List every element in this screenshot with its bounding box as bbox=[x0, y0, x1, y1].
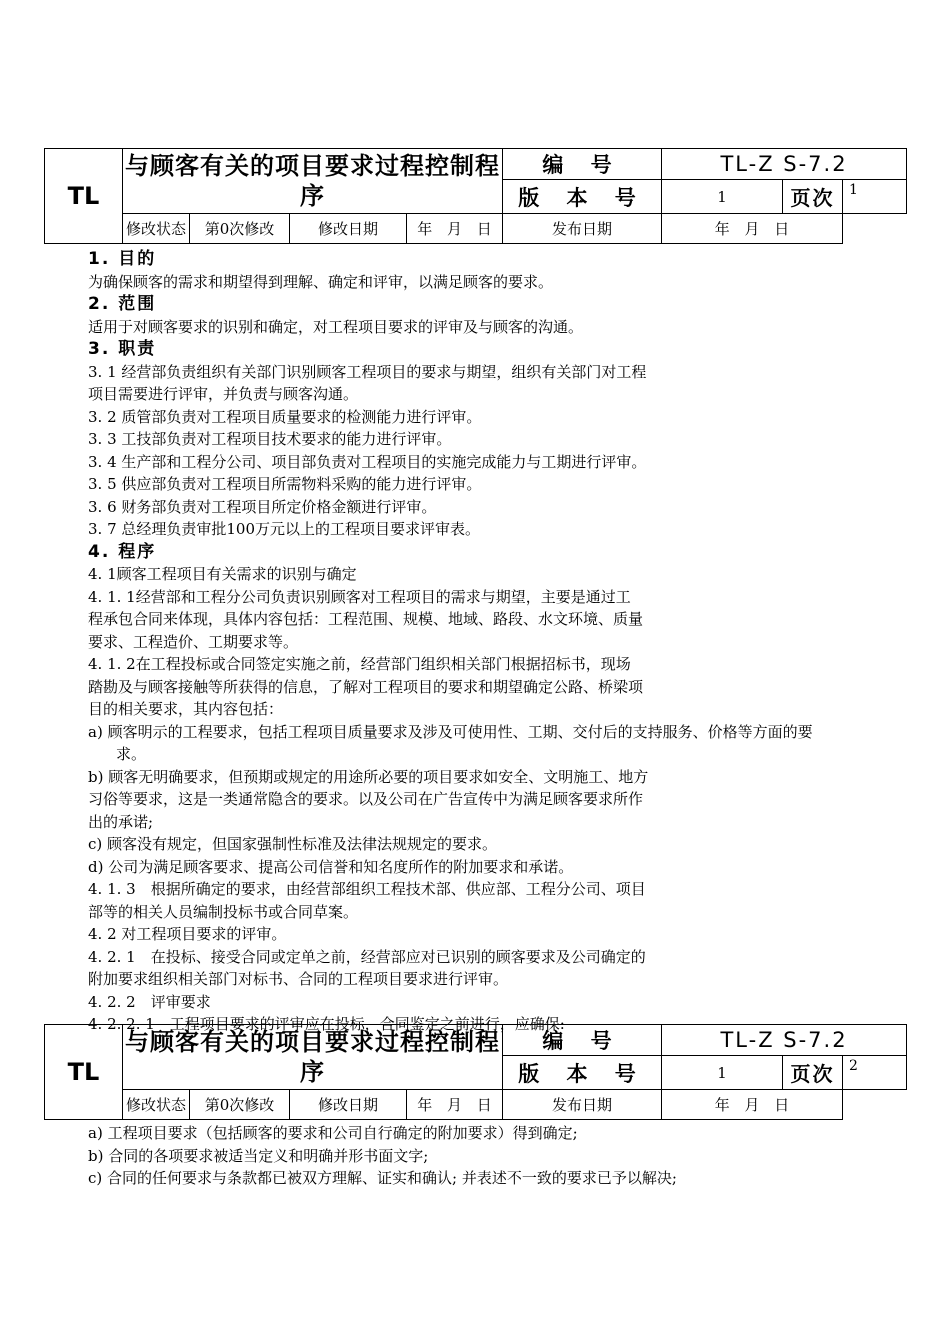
company-code: TL bbox=[45, 1025, 123, 1120]
text-line: 踏勘及与顾客接触等所获得的信息，了解对工程项目的要求和期望确定公路、桥梁项 bbox=[88, 677, 644, 696]
text-line: 3. 3 工技部负责对工程项目技术要求的能力进行评审。 bbox=[88, 430, 452, 448]
doc-header-page-2 bbox=[44, 1024, 907, 1120]
page-label: 页次 bbox=[783, 1056, 843, 1090]
section-heading: 2. 范围 bbox=[88, 294, 157, 314]
publish-date-value: 年 月 日 bbox=[662, 1090, 843, 1120]
text-line: 3. 5 供应部负责对工程项目所需物料采购的能力进行评审。 bbox=[88, 475, 482, 493]
modify-date-value: 年 月 日 bbox=[407, 1090, 503, 1120]
text-line: c) 合同的任何要求与条款都已被双方理解、证实和确认; 并表述不一致的要求已予以解决; bbox=[88, 1169, 677, 1187]
text-line: 3. 4 生产部和工程分公司、项目部负责对工程项目的实施完成能力与工期进行评审。 bbox=[88, 452, 647, 471]
text-line: a) 顾客明示的工程要求，包括工程项目质量要求及涉及可使用性、工期、交付后的支持服务、价格等方面的要求。 bbox=[88, 722, 813, 763]
modify-date-label: 修改日期 bbox=[290, 1090, 407, 1120]
text-line: 要求、工程造价、工期要求等。 bbox=[88, 632, 299, 651]
publish-date-label: 发布日期 bbox=[503, 214, 662, 244]
publish-date-label: 发布日期 bbox=[503, 1090, 662, 1120]
text-line: b) 合同的各项要求被适当定义和明确并形书面文字; bbox=[88, 1146, 429, 1165]
text-line: 4. 2 对工程项目要求的评审。 bbox=[88, 925, 287, 943]
revision-value: 第0次修改 bbox=[190, 1090, 290, 1120]
version-label: 版 本 号 bbox=[503, 180, 662, 214]
text-line: 4. 2. 1 在投标、接受合同或定单之前，经营部应对已识别的顾客要求及公司确定的 bbox=[88, 947, 646, 966]
doc-title: 与顾客有关的项目要求过程控制程序 bbox=[123, 149, 503, 214]
doc-code: TL-Z S-7.2 bbox=[662, 149, 907, 180]
text-line: 附加要求组织相关部门对标书、合同的工程项目要求进行评审。 bbox=[88, 970, 509, 988]
text-line: 3. 1 经营部负责组织有关部门识别顾客工程项目的要求与期望，组织有关部门对工程 bbox=[88, 362, 647, 381]
version-value: 1 bbox=[662, 1056, 783, 1090]
text-line: b) 顾客无明确要求，但预期或规定的用途所必要的项目要求如安全、文明施工、地方 bbox=[88, 767, 649, 786]
text-line: 4. 1. 2在工程投标或合同签定实施之前，经营部门组织相关部门根据招标书，现场 bbox=[88, 655, 631, 673]
text-line: c) 顾客没有规定，但国家强制性标准及法律法规规定的要求。 bbox=[88, 835, 498, 853]
page-number: 1 bbox=[843, 180, 907, 214]
text-line: 3. 6 财务部负责对工程项目所定价格金额进行评审。 bbox=[88, 497, 437, 516]
text-line: 目的相关要求，其内容包括： bbox=[88, 700, 284, 718]
modify-date-value: 年 月 日 bbox=[407, 214, 503, 244]
version-value: 1 bbox=[662, 180, 783, 214]
text-line: 项目需要进行评审，并负责与顾客沟通。 bbox=[88, 385, 359, 403]
text-line: 4. 1顾客工程项目有关需求的识别与确定 bbox=[88, 565, 357, 583]
text-line: 4. 2. 2. 1 工程项目要求的评审应在投标，合同鉴定之前进行，应确保: bbox=[88, 1015, 565, 1033]
revision-label: 修改状态 bbox=[123, 1090, 190, 1120]
doc-code: TL-Z S-7.2 bbox=[662, 1025, 907, 1056]
revision-label: 修改状态 bbox=[123, 214, 190, 244]
section-heading: 1. 目的 bbox=[88, 249, 157, 269]
text-line: 部等的相关人员编制投标书或合同草案。 bbox=[88, 902, 359, 921]
page-label: 页次 bbox=[783, 180, 843, 214]
text-line: a) 工程项目要求（包括顾客的要求和公司自行确定的附加要求）得到确定; bbox=[88, 1124, 578, 1142]
page-number: 2 bbox=[843, 1056, 907, 1090]
text-line: 4. 1. 3 根据所确定的要求，由经营部组织工程技术部、供应部、工程分公司、项目 bbox=[88, 880, 646, 898]
text-line: 出的承诺; bbox=[88, 812, 154, 831]
section-heading: 3. 职责 bbox=[88, 339, 157, 359]
page-1-body bbox=[88, 248, 818, 1036]
text-line: 3. 2 质管部负责对工程项目质量要求的检测能力进行评审。 bbox=[88, 407, 482, 426]
publish-date-value: 年 月 日 bbox=[662, 214, 843, 244]
text-line: 适用于对顾客要求的识别和确定，对工程项目要求的评审及与顾客的沟通。 bbox=[88, 317, 584, 336]
modify-date-label: 修改日期 bbox=[290, 214, 407, 244]
company-code: TL bbox=[45, 149, 123, 244]
doc-header-page-1 bbox=[44, 148, 907, 244]
page-2-body bbox=[88, 1122, 818, 1190]
revision-value: 第0次修改 bbox=[190, 214, 290, 244]
text-line: 4. 2. 2 评审要求 bbox=[88, 992, 211, 1011]
text-line: 3. 7 总经理负责审批100万元以上的工程项目要求评审表。 bbox=[88, 520, 481, 538]
code-label: 编 号 bbox=[503, 1025, 662, 1056]
doc-title: 与顾客有关的项目要求过程控制程序 bbox=[123, 1025, 503, 1090]
section-heading: 4. 程序 bbox=[88, 541, 157, 562]
text-line: 程承包合同来体现，具体内容包括：工程范围、规模、地域、路段、水文环境、质量 bbox=[88, 610, 644, 628]
text-line: d) 公司为满足顾客要求、提高公司信誉和知名度所作的附加要求和承诺。 bbox=[88, 857, 574, 876]
text-line: 4. 1. 1经营部和工程分公司负责识别顾客对工程项目的需求与期望，主要是通过工 bbox=[88, 587, 631, 606]
text-line: 习俗等要求，这是一类通常隐含的要求。以及公司在广告宣传中为满足顾客要求所作 bbox=[88, 790, 644, 808]
text-line: 为确保顾客的需求和期望得到理解、确定和评审，以满足顾客的要求。 bbox=[88, 272, 554, 291]
version-label: 版 本 号 bbox=[503, 1056, 662, 1090]
code-label: 编 号 bbox=[503, 149, 662, 180]
